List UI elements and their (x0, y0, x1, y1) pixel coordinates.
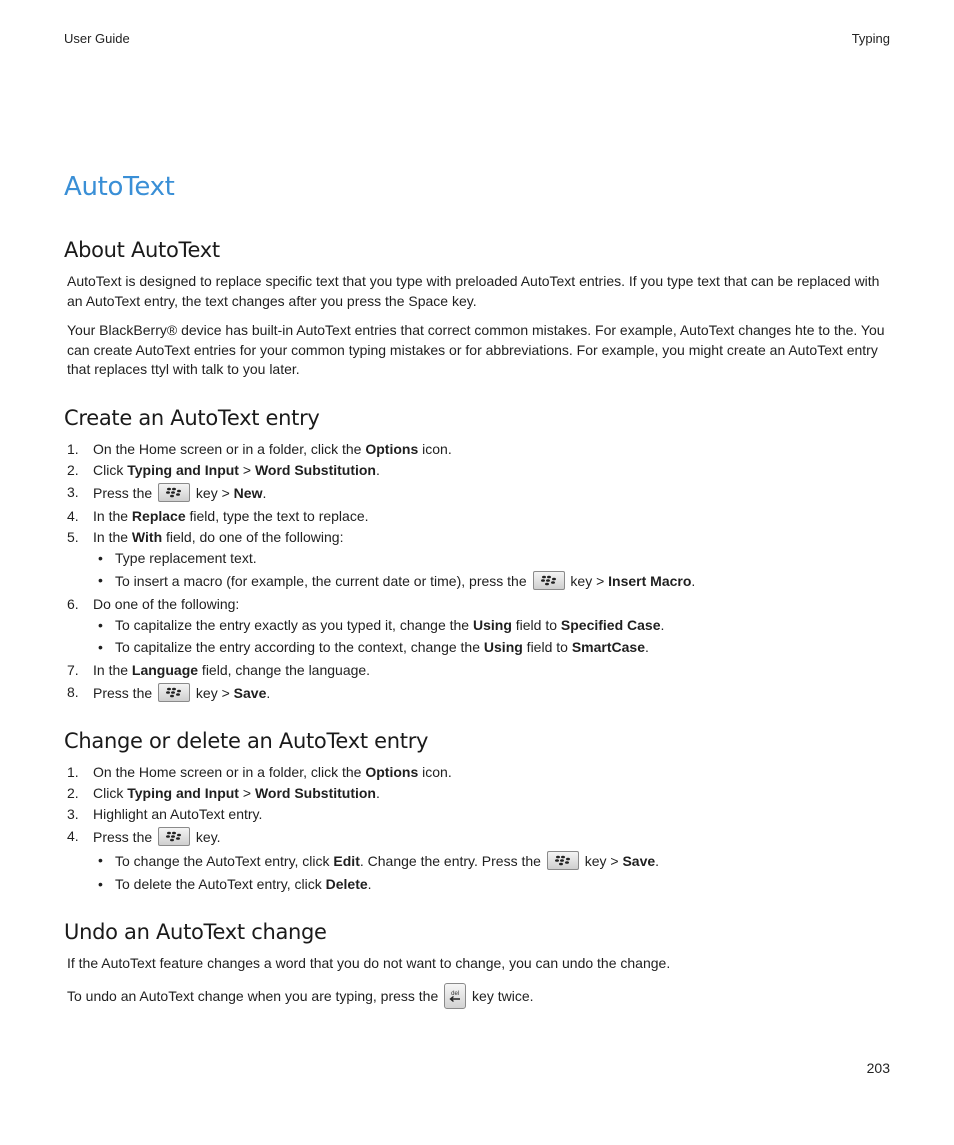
blackberry-menu-key-icon (547, 851, 579, 870)
step-text: To capitalize the entry according to the context, change the (115, 638, 484, 655)
step-text: To capitalize the entry exactly as you typed it, change the (115, 616, 473, 633)
step-text: key > (192, 684, 234, 701)
ui-term: Specified Case (560, 616, 661, 633)
ui-term: Word Substitution (254, 784, 376, 801)
ui-term: Save (233, 684, 267, 701)
sub-list (93, 616, 890, 657)
section-change-delete-autotext-entry (64, 729, 890, 894)
step-text: field to (511, 616, 561, 633)
bullet: • (98, 616, 103, 633)
list-item (64, 461, 890, 480)
step-number: 1. (67, 440, 79, 457)
step-text: To insert a macro (for example, the current date or time), press the (115, 572, 531, 589)
step-text: . (691, 572, 696, 589)
step-text: . (660, 616, 665, 633)
blackberry-menu-key-icon (158, 827, 190, 846)
step-number: 4. (67, 507, 79, 524)
list-item (64, 595, 890, 657)
paragraph (67, 983, 890, 1009)
ui-term: Options (365, 440, 419, 457)
section-heading: Undo an AutoText change (64, 919, 327, 944)
step-text: field, change the language. (198, 661, 371, 678)
step-text: Press the (93, 828, 157, 845)
step-number: 5. (67, 528, 79, 545)
step-text: field, type the text to replace. (185, 507, 369, 524)
paragraph-text: key twice. (468, 988, 534, 1004)
step-text: key > (192, 484, 234, 501)
section-create-autotext-entry (64, 406, 890, 703)
ui-term: Delete (325, 875, 368, 892)
list-item (64, 683, 890, 703)
step-text: . (262, 484, 267, 501)
step-text: Click (93, 461, 128, 478)
step-text: icon. (418, 440, 452, 457)
ui-term: Save (622, 852, 656, 869)
bullet: • (98, 571, 103, 588)
ui-term: Using (472, 616, 512, 633)
delete-key-label: del (451, 991, 460, 997)
list-item (64, 784, 890, 803)
step-number: 3. (67, 483, 79, 500)
page-title: AutoText (64, 172, 175, 202)
step-text: On the Home screen or in a folder, click the (93, 440, 366, 457)
bullet: • (98, 638, 103, 655)
step-number: 2. (67, 784, 79, 801)
ui-term: Using (483, 638, 523, 655)
list-item (64, 661, 890, 680)
step-text: key > (566, 572, 609, 589)
sub-list (93, 851, 890, 894)
step-text: Highlight an AutoText entry. (93, 805, 263, 822)
step-number: 1. (67, 763, 79, 780)
ui-term: Word Substitution (254, 461, 376, 478)
running-header-right: Typing (851, 31, 890, 46)
sub-list (93, 549, 890, 591)
list-item (64, 440, 890, 459)
step-text: Press the (93, 684, 157, 701)
step-text: > (238, 784, 255, 801)
step-text: . (644, 638, 649, 655)
step-text: > (238, 461, 255, 478)
step-text: To change the AutoText entry, click (115, 852, 334, 869)
step-text: . (655, 852, 660, 869)
bullet: • (98, 549, 103, 566)
step-text: Press the (93, 484, 157, 501)
list-item (64, 483, 890, 503)
ui-term: Options (365, 763, 419, 780)
page-number: 203 (866, 1060, 890, 1076)
ui-term: Language (131, 661, 199, 678)
running-header-left: User Guide (64, 31, 130, 46)
paragraph: AutoText is designed to replace specific text that you type with preloaded AutoText entries. If you type text that can be replaced with an AutoText entry, the text changes after you press the Space key. (67, 273, 880, 309)
step-text: In the (93, 528, 132, 545)
steps-list (64, 763, 890, 894)
sub-list-item (93, 616, 890, 635)
list-item (64, 528, 890, 591)
bullet: • (98, 875, 103, 892)
paragraph: Your BlackBerry® device has built-in AutoText entries that correct common mistakes. For example, AutoText changes hte to the. You can create AutoText entries for your common typing mistakes or for abbreviations. For example, you might create an AutoText entry that replaces ttyl with talk to you later. (67, 322, 885, 377)
section-about-autotext (64, 238, 890, 380)
sub-list-item (93, 851, 890, 871)
section-heading: About AutoText (64, 238, 220, 262)
section-heading: Create an AutoText entry (64, 405, 320, 430)
step-text: . Change the entry. Press the (359, 852, 545, 869)
step-number: 8. (67, 683, 79, 700)
sub-list-item (93, 549, 890, 568)
paragraph: If the AutoText feature changes a word that you do not want to change, you can undo the change. (67, 954, 671, 971)
sub-list-item (93, 571, 890, 591)
step-text: field to (522, 638, 572, 655)
list-item (64, 805, 890, 824)
sub-list-item (93, 638, 890, 657)
section-undo-autotext-change (64, 920, 890, 1010)
step-text: . (367, 875, 372, 892)
step-text: icon. (418, 763, 452, 780)
list-item (64, 827, 890, 894)
step-text: In the (93, 661, 132, 678)
ui-term: Insert Macro (608, 572, 692, 589)
ui-term: Edit (333, 852, 360, 869)
blackberry-menu-key-icon (533, 571, 565, 590)
step-text: On the Home screen or in a folder, click the (93, 763, 366, 780)
paragraph-text: To undo an AutoText change when you are typing, press the (67, 988, 443, 1004)
step-text: key > (580, 852, 623, 869)
section-heading: Change or delete an AutoText entry (64, 728, 429, 753)
step-text: To delete the AutoText entry, click (115, 875, 326, 892)
step-text: . (266, 684, 271, 701)
step-text: In the (93, 507, 132, 524)
step-text: field, do one of the following: (162, 528, 344, 545)
ui-term: New (233, 484, 263, 501)
step-text: Click (93, 784, 128, 801)
list-item (64, 763, 890, 782)
step-text: Type replacement text. (115, 549, 257, 566)
step-text: key. (192, 828, 221, 845)
ui-term: Typing and Input (127, 784, 239, 801)
steps-list (64, 440, 890, 703)
ui-term: Replace (131, 507, 186, 524)
step-text: . (376, 461, 380, 478)
step-text: Do one of the following: (93, 595, 240, 612)
ui-term: With (131, 528, 163, 545)
delete-key-icon (444, 983, 466, 1009)
step-number: 3. (67, 805, 79, 822)
step-number: 4. (67, 827, 79, 844)
ui-term: Typing and Input (127, 461, 239, 478)
blackberry-menu-key-icon (158, 483, 190, 502)
list-item (64, 507, 890, 526)
blackberry-menu-key-icon (158, 683, 190, 702)
sub-list-item (93, 875, 890, 894)
step-number: 2. (67, 461, 79, 478)
page-content (64, 172, 890, 1035)
step-number: 6. (67, 595, 79, 612)
ui-term: SmartCase (571, 638, 645, 655)
step-number: 7. (67, 661, 79, 678)
step-text: . (376, 784, 380, 801)
bullet: • (98, 851, 103, 868)
